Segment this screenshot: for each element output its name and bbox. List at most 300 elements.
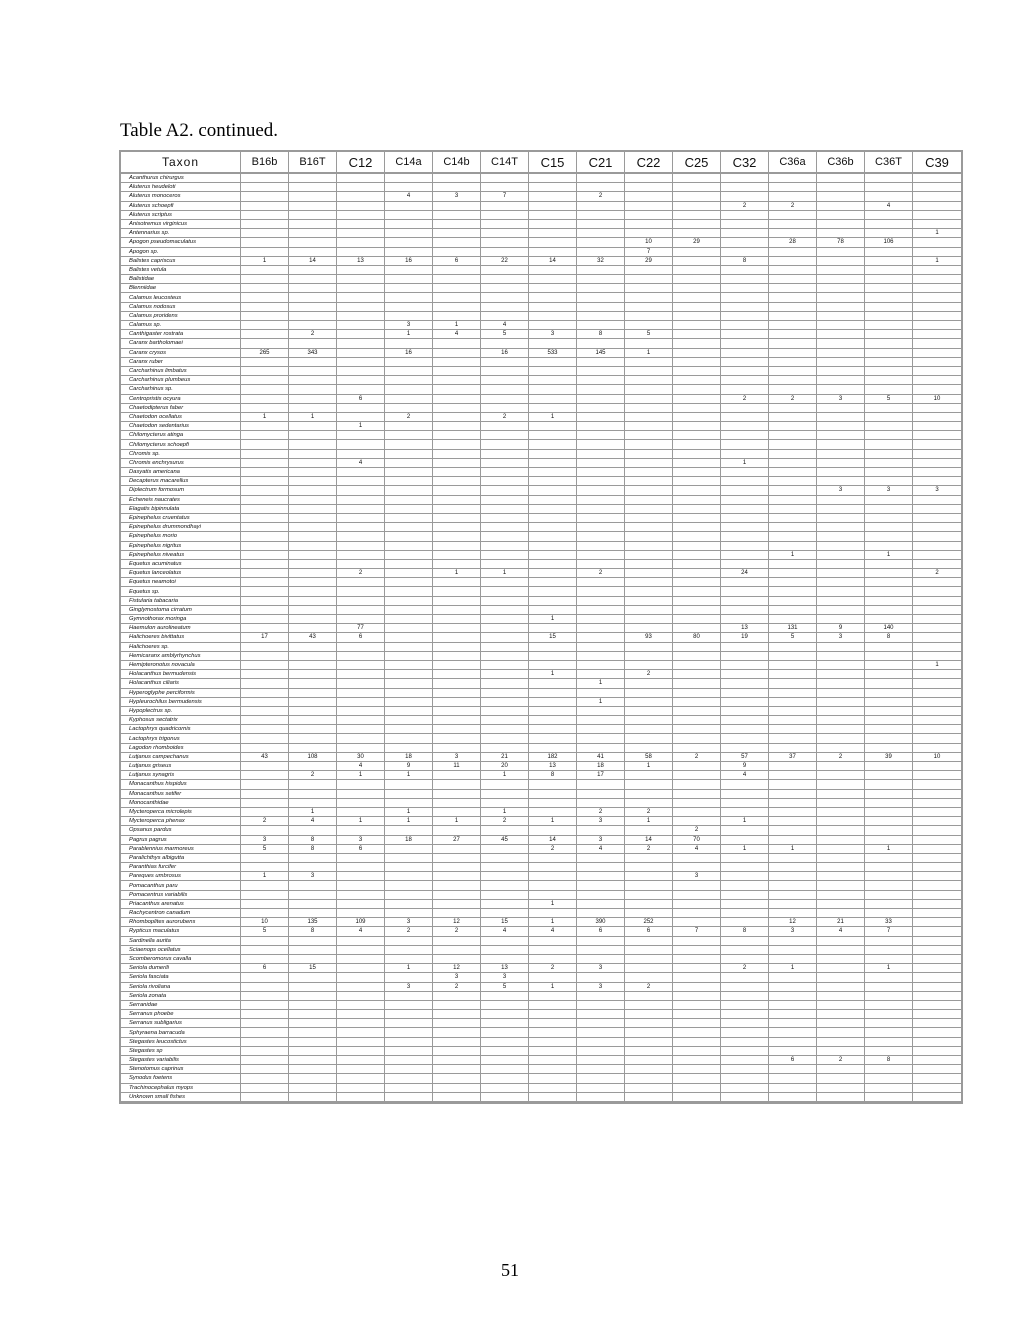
count-cell bbox=[337, 358, 385, 367]
count-cell bbox=[865, 422, 913, 431]
count-cell bbox=[721, 422, 769, 431]
count-cell bbox=[817, 1010, 865, 1019]
count-cell bbox=[721, 707, 769, 716]
count-cell: 1 bbox=[625, 817, 673, 826]
count-cell bbox=[337, 385, 385, 394]
count-cell bbox=[913, 1028, 961, 1037]
count-cell: 3 bbox=[817, 633, 865, 642]
count-cell bbox=[337, 505, 385, 514]
count-cell bbox=[865, 817, 913, 826]
taxon-name-cell: Pareques umbrosus bbox=[121, 872, 241, 881]
count-cell bbox=[433, 845, 481, 854]
column-header: C36b bbox=[817, 152, 865, 174]
count-cell: 109 bbox=[337, 918, 385, 927]
table-row bbox=[121, 1028, 961, 1037]
count-cell bbox=[385, 1084, 433, 1093]
count-cell bbox=[433, 468, 481, 477]
count-cell bbox=[721, 670, 769, 679]
count-cell: 1 bbox=[337, 771, 385, 780]
count-cell: 2 bbox=[337, 569, 385, 578]
count-cell bbox=[913, 964, 961, 973]
table-row bbox=[121, 633, 961, 642]
count-cell bbox=[577, 532, 625, 541]
table-row bbox=[121, 395, 961, 404]
count-cell: 11 bbox=[433, 762, 481, 771]
count-cell bbox=[529, 211, 577, 220]
count-cell bbox=[481, 854, 529, 863]
count-cell bbox=[433, 900, 481, 909]
count-cell bbox=[769, 1084, 817, 1093]
count-cell bbox=[721, 652, 769, 661]
count-cell bbox=[865, 211, 913, 220]
count-cell bbox=[769, 192, 817, 201]
count-cell bbox=[337, 983, 385, 992]
count-cell bbox=[433, 266, 481, 275]
count-cell bbox=[481, 1084, 529, 1093]
count-cell bbox=[769, 312, 817, 321]
count-cell bbox=[769, 670, 817, 679]
table-row bbox=[121, 238, 961, 247]
count-cell bbox=[913, 872, 961, 881]
count-cell bbox=[721, 275, 769, 284]
count-cell: 13 bbox=[721, 624, 769, 633]
count-cell bbox=[337, 440, 385, 449]
count-cell bbox=[577, 578, 625, 587]
count-cell: 8 bbox=[577, 330, 625, 339]
count-cell: 2 bbox=[721, 964, 769, 973]
taxon-count-table bbox=[119, 150, 963, 1104]
count-cell bbox=[673, 955, 721, 964]
count-cell bbox=[769, 211, 817, 220]
taxon-name-cell: Epinephelus cruentatus bbox=[121, 514, 241, 523]
count-cell bbox=[865, 725, 913, 734]
taxon-name-cell: Fistularia tabacaria bbox=[121, 597, 241, 606]
count-cell bbox=[817, 734, 865, 743]
count-cell bbox=[673, 817, 721, 826]
count-cell: 2 bbox=[577, 569, 625, 578]
count-cell bbox=[385, 578, 433, 587]
count-cell: 1 bbox=[865, 551, 913, 560]
count-cell bbox=[241, 597, 289, 606]
column-header: B16T bbox=[289, 152, 337, 174]
count-cell: 29 bbox=[673, 238, 721, 247]
table-row bbox=[121, 881, 961, 890]
count-cell bbox=[241, 505, 289, 514]
count-cell bbox=[577, 780, 625, 789]
count-cell bbox=[289, 496, 337, 505]
count-cell bbox=[625, 1001, 673, 1010]
count-cell bbox=[721, 266, 769, 275]
count-cell bbox=[481, 211, 529, 220]
count-cell bbox=[913, 238, 961, 247]
count-cell bbox=[769, 367, 817, 376]
table-row bbox=[121, 468, 961, 477]
count-cell bbox=[241, 799, 289, 808]
table-row bbox=[121, 725, 961, 734]
count-cell bbox=[721, 734, 769, 743]
table-row bbox=[121, 220, 961, 229]
count-cell bbox=[721, 955, 769, 964]
count-cell bbox=[673, 229, 721, 238]
column-header: C12 bbox=[337, 152, 385, 174]
count-cell bbox=[529, 376, 577, 385]
count-cell bbox=[865, 689, 913, 698]
count-cell bbox=[721, 1038, 769, 1047]
count-cell bbox=[817, 946, 865, 955]
count-cell bbox=[769, 349, 817, 358]
count-cell: 45 bbox=[481, 836, 529, 845]
count-cell bbox=[337, 734, 385, 743]
count-cell bbox=[337, 192, 385, 201]
count-cell bbox=[913, 836, 961, 845]
count-cell bbox=[337, 1065, 385, 1074]
table-row bbox=[121, 817, 961, 826]
count-cell: 8 bbox=[865, 633, 913, 642]
taxon-name-cell: Serranus phoebe bbox=[121, 1010, 241, 1019]
count-cell bbox=[769, 698, 817, 707]
count-cell bbox=[577, 211, 625, 220]
count-cell bbox=[289, 202, 337, 211]
count-cell bbox=[529, 248, 577, 257]
count-cell bbox=[385, 891, 433, 900]
count-cell bbox=[673, 689, 721, 698]
count-cell bbox=[721, 872, 769, 881]
count-cell bbox=[769, 652, 817, 661]
count-cell: 1 bbox=[241, 413, 289, 422]
count-cell bbox=[337, 284, 385, 293]
count-cell bbox=[673, 578, 721, 587]
page-number: 51 bbox=[501, 1260, 519, 1280]
count-cell bbox=[241, 395, 289, 404]
count-cell: 1 bbox=[241, 872, 289, 881]
count-cell bbox=[577, 385, 625, 394]
taxon-name-cell: Stegastes sp bbox=[121, 1047, 241, 1056]
count-cell: 10 bbox=[625, 238, 673, 247]
table-body bbox=[121, 174, 961, 1102]
count-cell bbox=[385, 670, 433, 679]
count-cell bbox=[865, 542, 913, 551]
taxon-name-cell: Aluterus scriptus bbox=[121, 211, 241, 220]
count-cell bbox=[769, 1001, 817, 1010]
table-row bbox=[121, 321, 961, 330]
count-cell bbox=[529, 505, 577, 514]
count-cell bbox=[529, 358, 577, 367]
count-cell bbox=[721, 679, 769, 688]
count-cell bbox=[865, 505, 913, 514]
taxon-name-cell: Chaetodipterus faber bbox=[121, 404, 241, 413]
count-cell bbox=[337, 863, 385, 872]
count-cell bbox=[577, 376, 625, 385]
count-cell bbox=[529, 440, 577, 449]
count-cell: 12 bbox=[433, 964, 481, 973]
count-cell bbox=[337, 551, 385, 560]
count-cell bbox=[865, 183, 913, 192]
count-cell bbox=[481, 1038, 529, 1047]
taxon-name-cell: Pomacentrus variabilis bbox=[121, 891, 241, 900]
count-cell bbox=[913, 330, 961, 339]
count-cell bbox=[385, 486, 433, 495]
count-cell bbox=[337, 560, 385, 569]
count-cell bbox=[241, 808, 289, 817]
count-cell: 1 bbox=[529, 983, 577, 992]
count-cell bbox=[337, 229, 385, 238]
count-cell bbox=[433, 376, 481, 385]
count-cell bbox=[337, 909, 385, 918]
count-cell bbox=[289, 312, 337, 321]
count-cell bbox=[625, 946, 673, 955]
count-cell bbox=[865, 440, 913, 449]
count-cell bbox=[529, 909, 577, 918]
count-cell bbox=[241, 183, 289, 192]
count-cell bbox=[673, 909, 721, 918]
count-cell bbox=[433, 992, 481, 1001]
count-cell bbox=[769, 661, 817, 670]
count-cell bbox=[913, 1093, 961, 1102]
count-cell bbox=[241, 1010, 289, 1019]
table-row bbox=[121, 762, 961, 771]
column-header: C25 bbox=[673, 152, 721, 174]
count-cell bbox=[337, 523, 385, 532]
count-cell bbox=[721, 303, 769, 312]
count-cell bbox=[481, 661, 529, 670]
count-cell bbox=[625, 587, 673, 596]
count-cell bbox=[529, 542, 577, 551]
count-cell: 7 bbox=[625, 248, 673, 257]
table-row bbox=[121, 1093, 961, 1102]
count-cell bbox=[913, 624, 961, 633]
count-cell bbox=[529, 937, 577, 946]
count-cell bbox=[433, 367, 481, 376]
count-cell bbox=[241, 937, 289, 946]
count-cell bbox=[913, 551, 961, 560]
count-cell bbox=[241, 955, 289, 964]
count-cell bbox=[769, 836, 817, 845]
count-cell bbox=[625, 652, 673, 661]
count-cell bbox=[241, 624, 289, 633]
count-cell bbox=[721, 505, 769, 514]
count-cell bbox=[817, 560, 865, 569]
count-cell bbox=[241, 312, 289, 321]
count-cell bbox=[721, 440, 769, 449]
count-cell bbox=[529, 826, 577, 835]
count-cell bbox=[721, 606, 769, 615]
count-cell bbox=[481, 183, 529, 192]
count-cell bbox=[385, 1065, 433, 1074]
count-cell bbox=[289, 248, 337, 257]
count-cell bbox=[289, 192, 337, 201]
count-cell bbox=[721, 174, 769, 183]
count-cell bbox=[433, 303, 481, 312]
table-row bbox=[121, 367, 961, 376]
count-cell bbox=[673, 321, 721, 330]
count-cell bbox=[865, 716, 913, 725]
count-cell: 14 bbox=[625, 836, 673, 845]
count-cell bbox=[721, 983, 769, 992]
count-cell bbox=[241, 1028, 289, 1037]
count-cell: 3 bbox=[433, 753, 481, 762]
taxon-name-cell: Elagatis bipinnulata bbox=[121, 505, 241, 514]
count-cell bbox=[913, 1038, 961, 1047]
table-row bbox=[121, 624, 961, 633]
count-cell bbox=[385, 560, 433, 569]
count-cell bbox=[673, 551, 721, 560]
count-cell bbox=[913, 496, 961, 505]
count-cell bbox=[337, 477, 385, 486]
count-cell bbox=[385, 312, 433, 321]
count-cell bbox=[337, 716, 385, 725]
count-cell bbox=[817, 900, 865, 909]
count-cell bbox=[817, 569, 865, 578]
count-cell bbox=[289, 689, 337, 698]
count-cell bbox=[913, 1047, 961, 1056]
count-cell bbox=[481, 404, 529, 413]
count-cell: 4 bbox=[337, 762, 385, 771]
count-cell bbox=[769, 257, 817, 266]
count-cell bbox=[913, 303, 961, 312]
count-cell bbox=[481, 284, 529, 293]
count-cell bbox=[289, 532, 337, 541]
count-cell bbox=[673, 211, 721, 220]
count-cell bbox=[289, 569, 337, 578]
count-cell bbox=[241, 486, 289, 495]
count-cell bbox=[769, 321, 817, 330]
count-cell bbox=[913, 826, 961, 835]
count-cell bbox=[337, 330, 385, 339]
count-cell bbox=[481, 1065, 529, 1074]
count-cell bbox=[913, 1065, 961, 1074]
count-cell bbox=[289, 404, 337, 413]
count-cell bbox=[289, 1038, 337, 1047]
taxon-name-cell: Epinephelus niveatus bbox=[121, 551, 241, 560]
count-cell bbox=[913, 670, 961, 679]
taxon-name-cell: Sciaenops ocellatus bbox=[121, 946, 241, 955]
count-cell bbox=[913, 1084, 961, 1093]
count-cell: 2 bbox=[241, 817, 289, 826]
count-cell bbox=[577, 597, 625, 606]
count-cell bbox=[433, 422, 481, 431]
count-cell bbox=[577, 395, 625, 404]
count-cell: 12 bbox=[769, 918, 817, 927]
count-cell bbox=[673, 532, 721, 541]
count-cell bbox=[481, 1074, 529, 1083]
count-cell bbox=[289, 780, 337, 789]
count-cell bbox=[481, 275, 529, 284]
count-cell bbox=[865, 983, 913, 992]
count-cell: 2 bbox=[433, 983, 481, 992]
table-row bbox=[121, 293, 961, 302]
count-cell bbox=[625, 284, 673, 293]
count-cell: 2 bbox=[529, 845, 577, 854]
count-cell bbox=[577, 505, 625, 514]
count-cell bbox=[913, 937, 961, 946]
count-cell bbox=[625, 826, 673, 835]
count-cell bbox=[625, 1028, 673, 1037]
count-cell bbox=[529, 725, 577, 734]
count-cell bbox=[289, 734, 337, 743]
count-cell bbox=[673, 248, 721, 257]
count-cell: 5 bbox=[241, 927, 289, 936]
count-cell: 6 bbox=[241, 964, 289, 973]
count-cell bbox=[817, 964, 865, 973]
taxon-name-cell: Stegastes leucostictus bbox=[121, 1038, 241, 1047]
count-cell bbox=[385, 992, 433, 1001]
count-cell bbox=[289, 854, 337, 863]
table-row bbox=[121, 808, 961, 817]
count-cell: 533 bbox=[529, 349, 577, 358]
count-cell bbox=[289, 587, 337, 596]
count-cell bbox=[433, 440, 481, 449]
count-cell bbox=[673, 560, 721, 569]
count-cell bbox=[913, 220, 961, 229]
count-cell bbox=[625, 964, 673, 973]
count-cell bbox=[625, 900, 673, 909]
count-cell: 2 bbox=[769, 395, 817, 404]
count-cell bbox=[337, 744, 385, 753]
column-header: C21 bbox=[577, 152, 625, 174]
count-cell bbox=[481, 633, 529, 642]
count-cell bbox=[241, 496, 289, 505]
count-cell bbox=[721, 376, 769, 385]
count-cell bbox=[577, 486, 625, 495]
count-cell bbox=[817, 863, 865, 872]
count-cell: 7 bbox=[673, 927, 721, 936]
count-cell bbox=[241, 1038, 289, 1047]
count-cell bbox=[337, 339, 385, 348]
count-cell bbox=[385, 303, 433, 312]
count-cell: 3 bbox=[817, 395, 865, 404]
count-cell bbox=[385, 440, 433, 449]
count-cell bbox=[769, 983, 817, 992]
count-cell bbox=[769, 174, 817, 183]
count-cell bbox=[481, 1019, 529, 1028]
count-cell bbox=[481, 891, 529, 900]
count-cell bbox=[913, 468, 961, 477]
taxon-name-cell: Pagrus pagrus bbox=[121, 836, 241, 845]
count-cell bbox=[577, 413, 625, 422]
table-row bbox=[121, 753, 961, 762]
count-cell: 390 bbox=[577, 918, 625, 927]
count-cell bbox=[481, 202, 529, 211]
count-cell bbox=[913, 413, 961, 422]
count-cell bbox=[481, 780, 529, 789]
count-cell bbox=[241, 211, 289, 220]
count-cell bbox=[913, 505, 961, 514]
count-cell bbox=[913, 780, 961, 789]
count-cell bbox=[673, 404, 721, 413]
taxon-name-cell: Chaetodon ocellatus bbox=[121, 413, 241, 422]
count-cell bbox=[529, 523, 577, 532]
count-cell bbox=[481, 293, 529, 302]
count-cell bbox=[769, 937, 817, 946]
count-cell bbox=[625, 698, 673, 707]
count-cell bbox=[865, 293, 913, 302]
count-cell bbox=[529, 468, 577, 477]
count-cell: 2 bbox=[577, 192, 625, 201]
count-cell bbox=[721, 725, 769, 734]
count-cell bbox=[289, 367, 337, 376]
count-cell bbox=[337, 578, 385, 587]
count-cell bbox=[865, 707, 913, 716]
count-cell bbox=[433, 780, 481, 789]
count-cell bbox=[865, 909, 913, 918]
taxon-name-cell: Unknown small fishes bbox=[121, 1093, 241, 1102]
column-header: C32 bbox=[721, 152, 769, 174]
count-cell bbox=[721, 385, 769, 394]
count-cell bbox=[817, 854, 865, 863]
count-cell bbox=[577, 1074, 625, 1083]
count-cell: 15 bbox=[289, 964, 337, 973]
count-cell bbox=[865, 1074, 913, 1083]
